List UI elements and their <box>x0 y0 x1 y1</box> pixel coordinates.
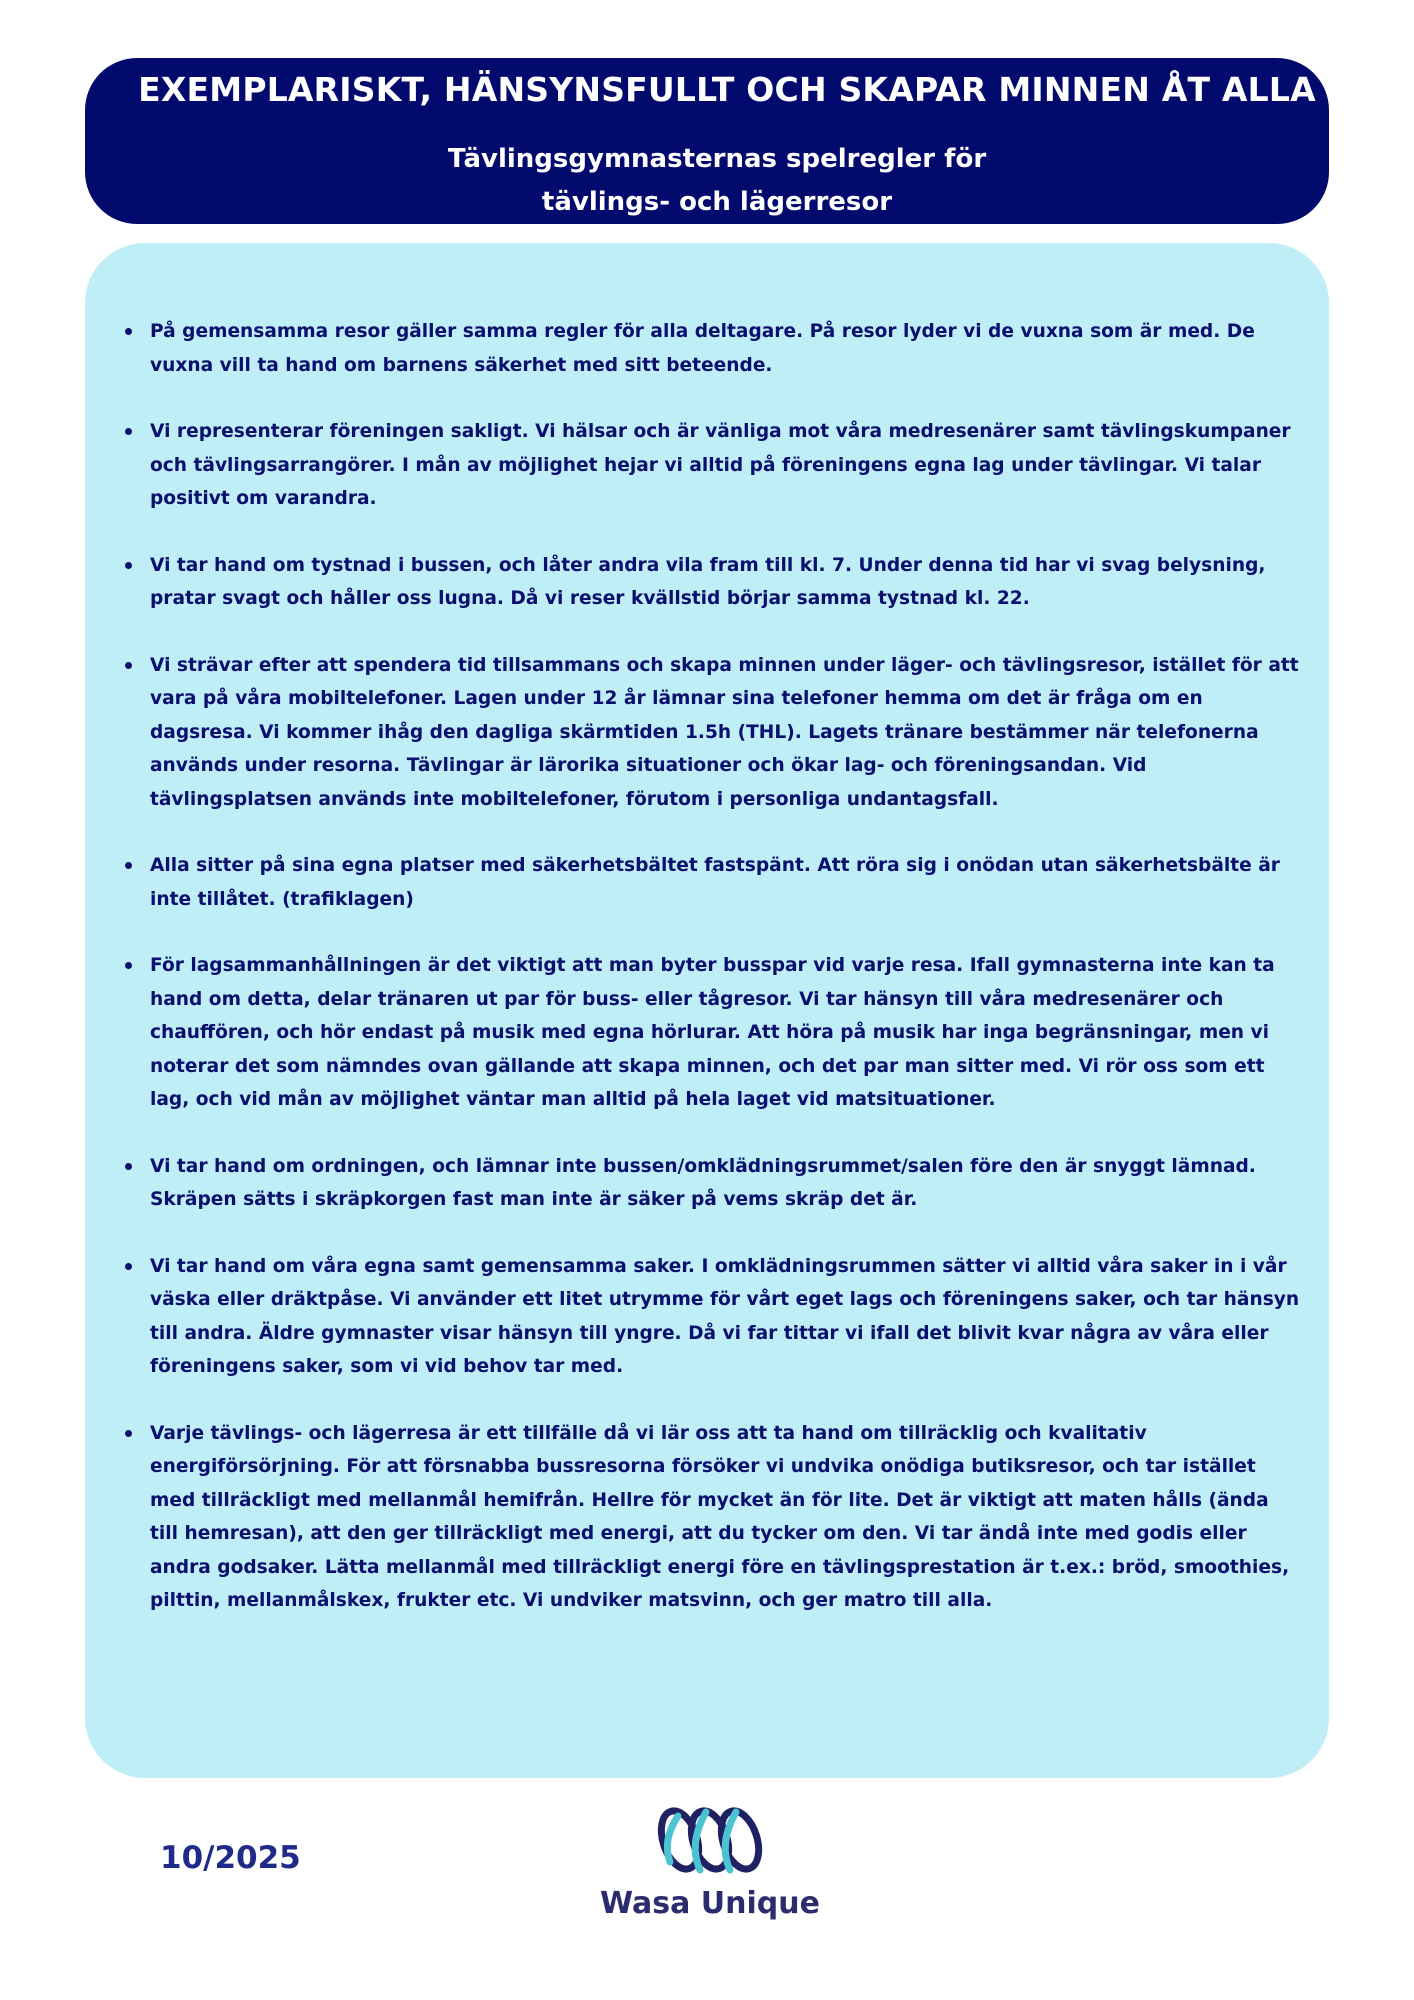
rule-item: Vi representerar föreningen sakligt. Vi hälsar och är vänliga mot våra medresenärer samt tävlingskumpaner och tävlingsarrangörer. I mån av möjlighet hejar vi alltid på föreningens egna lag under tävlingar. Vi talar positivt om varandra. <box>123 415 1303 516</box>
rule-item: För lagsammanhållningen är det viktigt att man byter busspar vid varje resa. Ifall gymnasterna inte kan ta hand om detta, delar tränaren ut par för buss- eller tågresor. Vi tar hänsyn till våra medresenärer och chauffören, och hör endast på musik med egna hörlurar. Att höra på musik har inga begränsningar, men vi noterar det som nämndes ovan gällande att skapa minnen, och det par man sitter med. Vi rör oss som ett lag, och vid mån av möjlighet väntar man alltid på hela laget vid matsituationer. <box>123 949 1303 1117</box>
rule-item: Alla sitter på sina egna platser med säkerhetsbältet fastspänt. Att röra sig i onödan utan säkerhetsbälte är inte tillåtet. (trafiklagen) <box>123 849 1303 916</box>
document-date: 10/2025 <box>160 1840 301 1876</box>
club-logo <box>590 1800 830 1930</box>
wasa-unique-rings-icon <box>640 1800 780 1886</box>
rule-item: Vi tar hand om tystnad i bussen, och låter andra vila fram till kl. 7. Under denna tid har vi svag belysning, pratar svagt och håller oss lugna. Då vi reser kvällstid börjar samma tystnad kl. 22. <box>123 549 1303 616</box>
rules-panel <box>85 243 1329 1778</box>
subtitle-line-1: Tävlingsgymnasternas spelregler för <box>447 144 987 174</box>
page-title: EXEMPLARISKT, HÄNSYNSFULLT OCH SKAPAR MINNEN ÅT ALLA <box>138 70 1316 109</box>
header-banner <box>85 58 1329 224</box>
rule-item: Vi tar hand om våra egna samt gemensamma saker. I omklädningsrummen sätter vi alltid våra saker in i vår väska eller dräktpåse. Vi använder ett litet utrymme för vårt eget lags och föreningens saker, och tar hänsyn till andra. Äldre gymnaster visar hänsyn till yngre. Då vi far tittar vi ifall det blivit kvar några av våra eller föreningens saker, som vi vid behov tar med. <box>123 1250 1303 1384</box>
rule-item: Vi tar hand om ordningen, och lämnar inte bussen/omklädningsrummet/salen före den är snyggt lämnad. Skräpen sätts i skräpkorgen fast man inte är säker på vems skräp det är. <box>123 1150 1303 1217</box>
subtitle-line-2: tävlings- och lägerresor <box>541 187 893 217</box>
page-subtitle <box>85 138 1329 224</box>
club-name: Wasa Unique <box>600 1886 820 1921</box>
rules-list <box>123 315 1303 1651</box>
rule-item: Vi strävar efter att spendera tid tillsammans och skapa minnen under läger- och tävlingsresor, istället för att vara på våra mobiltelefoner. Lagen under 12 år lämnar sina telefoner hemma om det är fråga om en dagsresa. Vi kommer ihåg den dagliga skärmtiden 1.5h (THL). Lagets tränare bestämmer när telefonerna används under resorna. Tävlingar är lärorika situationer och ökar lag- och föreningsandan. Vid tävlingsplatsen används inte mobiltelefoner, förutom i personliga undantagsfall. <box>123 649 1303 817</box>
rule-item: Varje tävlings- och lägerresa är ett tillfälle då vi lär oss att ta hand om tillräcklig och kvalitativ energiförsörjning. För att försnabba bussresorna försöker vi undvika onödiga butiksresor, och tar istället med tillräckligt med mellanmål hemifrån. Hellre för mycket än för lite. Det är viktigt att maten hålls (ända till hemresan), att den ger tillräckligt med energi, att du tycker om den. Vi tar ändå inte med godis eller andra godsaker. Lätta mellanmål med tillräckligt energi före en tävlingsprestation är t.ex.: bröd, smoothies, pilttin, mellanmålskex, frukter etc. Vi undviker matsvinn, och ger matro till alla. <box>123 1417 1303 1618</box>
rule-item: På gemensamma resor gäller samma regler för alla deltagare. På resor lyder vi de vuxna som är med. De vuxna vill ta hand om barnens säkerhet med sitt beteende. <box>123 315 1303 382</box>
